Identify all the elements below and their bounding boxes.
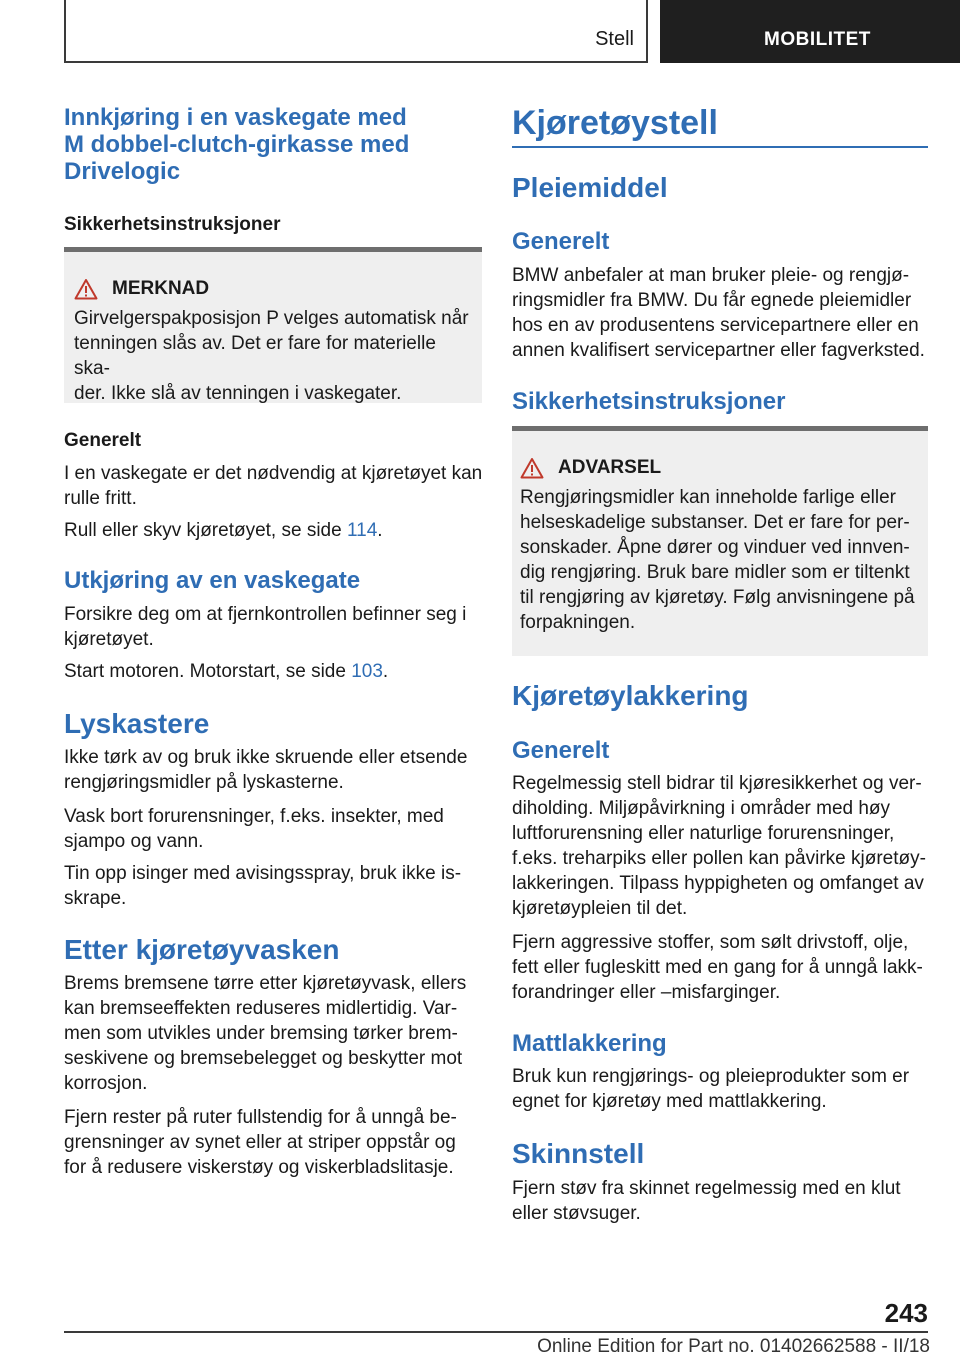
start-text: Start motoren. Motorstart, se side	[64, 661, 352, 682]
safety-heading: Sikkerhetsinstruksjoner	[512, 388, 786, 415]
warning-line: sonskader. Åpne dører og vinduer ved innven-	[520, 537, 910, 558]
text-line: kjøretøypleien til det.	[512, 898, 688, 919]
page-number: 243	[884, 1298, 928, 1328]
text-line: Bruk kun rengjørings- og pleieprodukter som er	[512, 1066, 910, 1087]
text-line: rulle fritt.	[64, 488, 137, 509]
matt-paragraph	[512, 1064, 932, 1114]
text-line: Brems bremsene tørre etter kjøretøyvask, ellers	[64, 973, 467, 994]
push-text: Rull eller skyv kjøretøyet, se side	[64, 520, 347, 541]
text-line: men som utvikles under bremsing tørker brem-	[64, 1023, 458, 1044]
text-line: korrosjon.	[64, 1073, 148, 1094]
header-chapter-label: MOBILITET	[764, 29, 871, 50]
intro-heading-line: Drivelogic	[64, 158, 181, 185]
warning-triangle-icon	[520, 457, 544, 479]
start-paragraph: Start motoren. Motorstart, se side 103.	[64, 661, 389, 682]
text-line: Forsikre deg om at fjernkontrollen befinner seg i	[64, 604, 467, 625]
after-wash-paragraph-2	[64, 1105, 484, 1180]
after-wash-heading: Etter kjøretøyvasken	[64, 934, 340, 965]
warning-line: forpakningen.	[520, 612, 636, 633]
edition-text: Online Edition for Part no. 01402662588 - II/18	[537, 1336, 930, 1357]
page-link-103[interactable]: 103	[351, 661, 383, 682]
care-heading: Pleiemiddel	[512, 172, 668, 203]
lights-paragraph-1	[64, 745, 484, 795]
warning-line: Rengjøringsmidler kan inneholde farlige eller	[520, 487, 896, 508]
text-line: for å redusere viskerstøy og viskerbladslitasje.	[64, 1157, 454, 1178]
matt-heading: Mattlakkering	[512, 1030, 667, 1057]
text-line: fett eller fugleskitt med en gang for å unngå lakk-	[512, 957, 923, 978]
header-section-label: Stell	[595, 28, 634, 50]
footer-rule	[64, 1331, 928, 1333]
notice-line: der. Ikke slå av tenningen i vaskegater.	[74, 383, 402, 404]
warning-line: helseskadelige substanser. Det er fare for per-	[520, 512, 910, 533]
text-line: ringsmidler fra BMW. Du får egnede pleiemidler	[512, 290, 912, 311]
safety-label: Sikkerhetsinstruksjoner	[64, 214, 281, 235]
text-line: Fjern aggressive stoffer, som sølt drivstoff, olje,	[512, 932, 909, 953]
warning-title: ADVARSEL	[558, 457, 662, 478]
paint-paragraph-1	[512, 771, 932, 921]
heading-rule	[512, 146, 928, 148]
text-line: Vask bort forurensninger, f.eks. insekter, med	[64, 806, 444, 827]
text-line: Tin opp isinger med avisingsspray, bruk ikke is-	[64, 863, 462, 884]
text-line: forandringer eller –misfarginger.	[512, 982, 781, 1003]
page-link-114[interactable]: 114	[346, 520, 378, 541]
text-line: lakkeringen. Tilpass hyppigheten og omfanget av	[512, 873, 924, 894]
text-line: rengjøringsmidler på lyskasterne.	[64, 772, 344, 793]
notice-box	[64, 247, 482, 403]
exit-paragraph	[64, 602, 484, 652]
text-line: sjampo og vann.	[64, 831, 204, 852]
warning-line: dig rengjøring. Bruk bare midler som er tiltenkt	[520, 562, 910, 583]
intro-heading-line: Innkjøring i en vaskegate med	[64, 104, 407, 131]
text-line: Regelmessig stell bidrar til kjøresikkerhet og ver-	[512, 773, 922, 794]
text-line: f.eks. treharpiks eller pollen kan påvirke kjøretøy-	[512, 848, 926, 869]
lights-paragraph-2	[64, 804, 484, 854]
text-line: kjøretøyet.	[64, 629, 154, 650]
header-section-box	[64, 0, 648, 63]
warning-header	[520, 457, 918, 479]
text-line: diholding. Miljøpåvirkning i områder med høy	[512, 798, 891, 819]
warning-triangle-icon	[74, 278, 98, 300]
text-line: Fjern rester på ruter fullstendig for å unngå be-	[64, 1107, 457, 1128]
text-line: skrape.	[64, 888, 127, 909]
paint-heading: Kjøretøylakkering	[512, 680, 749, 711]
notice-title: MERKNAD	[112, 278, 210, 299]
lights-heading: Lyskastere	[64, 708, 210, 739]
notice-line: tenningen slås av. Det er fare for materielle ska-	[74, 333, 436, 379]
text-line: egnet for kjøretøy med mattlakkering.	[512, 1091, 827, 1112]
general-paragraph	[64, 461, 484, 511]
text-line: Fjern støv fra skinnet regelmessig med en klut	[512, 1178, 901, 1199]
warning-box	[512, 426, 928, 656]
leather-heading: Skinnstell	[512, 1138, 645, 1169]
intro-heading	[64, 104, 484, 185]
push-paragraph: Rull eller skyv kjøretøyet, se side 114.	[64, 520, 383, 541]
text-line: Ikke tørk av og bruk ikke skruende eller etsende	[64, 747, 468, 768]
intro-heading-line: M dobbel-clutch-girkasse med	[64, 131, 410, 158]
main-heading: Kjøretøystell	[512, 104, 718, 142]
text-line: seskivene og bremsebelegget og beskytter mot	[64, 1048, 463, 1069]
care-paragraph	[512, 263, 932, 363]
paint-paragraph-2	[512, 930, 932, 1005]
notice-line: Girvelgerspakposisjon P velges automatisk når	[74, 308, 469, 329]
text-line: kan bremseeffekten reduseres midlertidig. Var-	[64, 998, 458, 1019]
after-wash-paragraph-1	[64, 971, 484, 1096]
general-label: Generelt	[64, 430, 142, 451]
text-line: luftforurensning eller naturlige forurensninger,	[512, 823, 895, 844]
leather-paragraph	[512, 1176, 932, 1226]
notice-header	[74, 278, 470, 300]
text-line: I en vaskegate er det nødvendig at kjøretøyet kan	[64, 463, 483, 484]
lights-paragraph-3	[64, 861, 484, 911]
text-line: grensninger av synet eller at striper oppstår og	[64, 1132, 456, 1153]
warning-line: til rengjøring av kjøretøy. Følg anvisningene på	[520, 587, 915, 608]
text-line: eller støvsuger.	[512, 1203, 641, 1224]
exit-heading: Utkjøring av en vaskegate	[64, 567, 361, 594]
header-chapter-tab	[660, 0, 960, 63]
text-line: hos en av produsentens servicepartnere eller en	[512, 315, 919, 336]
paint-general-heading: Generelt	[512, 737, 610, 764]
text-line: annen kvalifisert servicepartner eller fagverksted.	[512, 340, 925, 361]
care-general-heading: Generelt	[512, 228, 610, 255]
text-line: BMW anbefaler at man bruker pleie- og rengjø-	[512, 265, 910, 286]
